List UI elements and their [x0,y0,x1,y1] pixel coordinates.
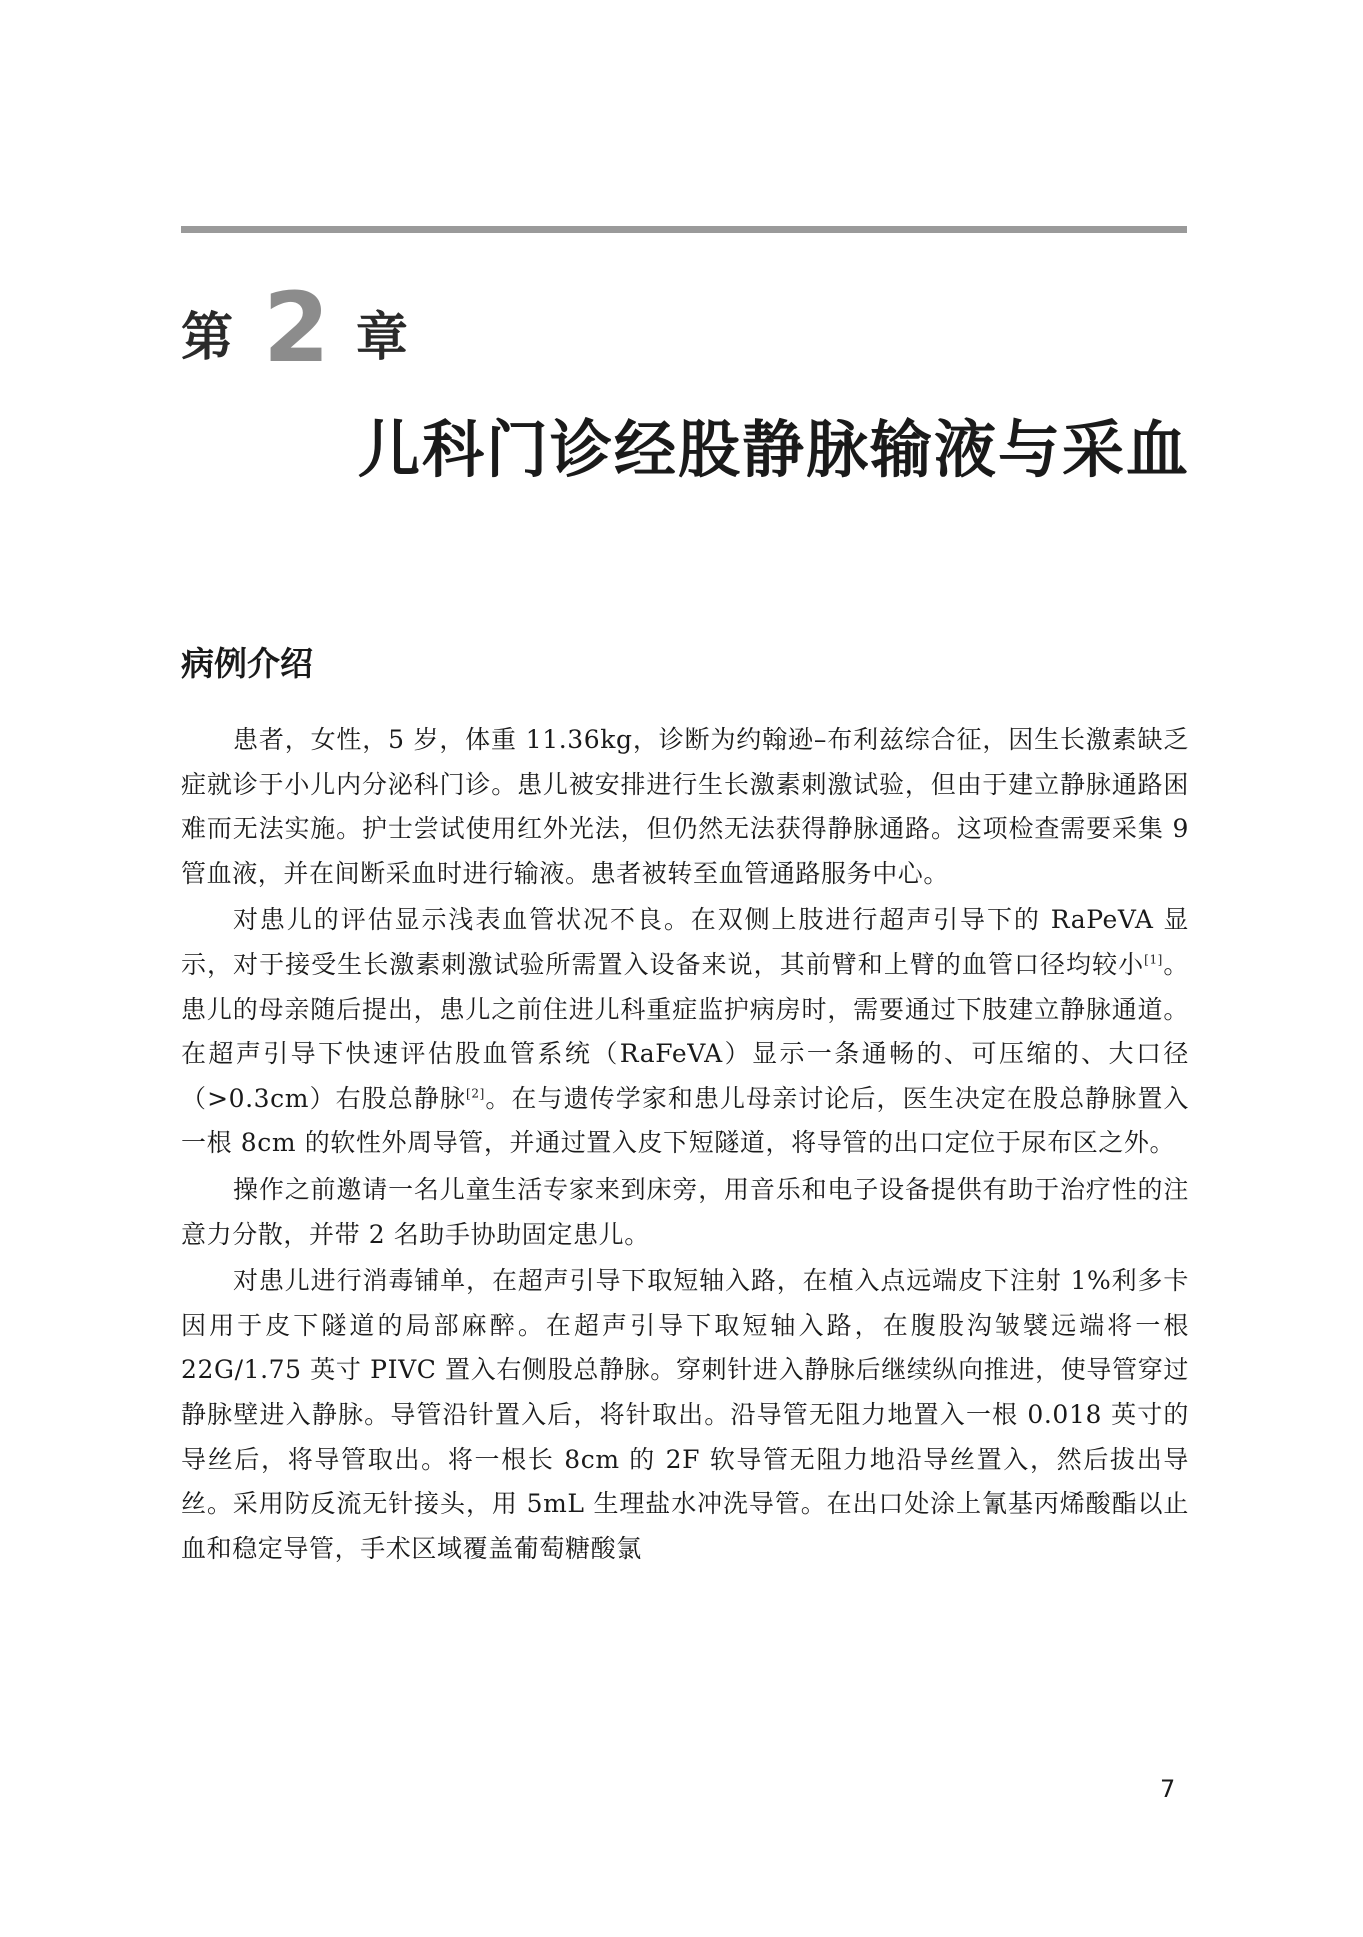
paragraph-text: 操作之前邀请一名儿童生活专家来到床旁，用音乐和电子设备提供有助于治疗性的注意力分散，并带 2 名助手协助固定患儿。 [181,1174,1189,1249]
paragraph-text: 对患儿进行消毒铺单，在超声引导下取短轴入路，在植入点远端皮下注射 1%利多卡因用于皮下隧道的局部麻醉。在超声引导下取短轴入路，在腹股沟皱襞远端将一根 22G/1.75 英寸 PIVC 置入右侧股总静脉。穿刺针进入静脉后继续纵向推进，使导管穿过静脉壁进入静脉。导管沿针置入后，将针取出。沿导管无阻力地置入一根 0.018 英寸的导丝后，将导管取出。将一根长 8cm 的 2F 软导管无阻力地沿导丝置入，然后拔出导丝。采用防反流无针接头，用 5mL 生理盐水冲洗导管。在出口处涂上氰基丙烯酸酯以止血和稳定导管，手术区域覆盖葡萄糖酸氯 [181,1266,1189,1563]
paragraph-text: 对患儿的评估显示浅表血管状况不良。在双侧上肢进行超声引导下的 RaPeVA 显示，对于接受生长激素刺激试验所需置入设备来说，其前臂和上臂的血管口径均较小 [181,905,1189,979]
chapter-prefix: 第 [181,308,234,368]
page-number: 7 [1160,1775,1176,1803]
citation-ref: [1] [1144,952,1163,967]
paragraph [181,1168,1189,1257]
paragraph [181,718,1189,896]
paragraph [181,1259,1189,1571]
citation-ref: [2] [466,1086,485,1101]
chapter-rule [181,226,1187,233]
paragraph [181,898,1189,1166]
chapter-title: 儿科门诊经股静脉输液与采血 [357,413,1190,486]
section-heading: 病例介绍 [181,644,313,683]
chapter-label [181,272,408,384]
paragraph-text: 。在与遗传学家和患儿母亲讨论后，医生决定在股总静脉置入一根 8cm 的软性外周导管，并通过置入皮下短隧道，将导管的出口定位于尿布区之外。 [181,1083,1189,1158]
paragraph-text: 患者，女性，5 岁，体重 11.36kg，诊断为约翰逊–布利兹综合征，因生长激素缺乏症就诊于小儿内分泌科门诊。患儿被安排进行生长激素刺激试验，但由于建立静脉通路困难而无法实施。护士尝试使用红外光法，但仍然无法获得静脉通路。这项检查需要采集 9 管血液，并在间断采血时进行输液。患者被转至血管通路服务中心。 [181,725,1189,888]
body-text [181,718,1189,1573]
chapter-number: 2 [263,272,330,384]
paragraph-text: 。患儿的母亲随后提出，患儿之前住进儿科重症监护病房时，需要通过下肢建立静脉通道。在超声引导下快速评估股血管系统（RaFeVA）显示一条通畅的、可压缩的、大口径（>0.3cm）右股总静脉 [181,949,1190,1113]
chapter-suffix: 章 [355,308,408,368]
